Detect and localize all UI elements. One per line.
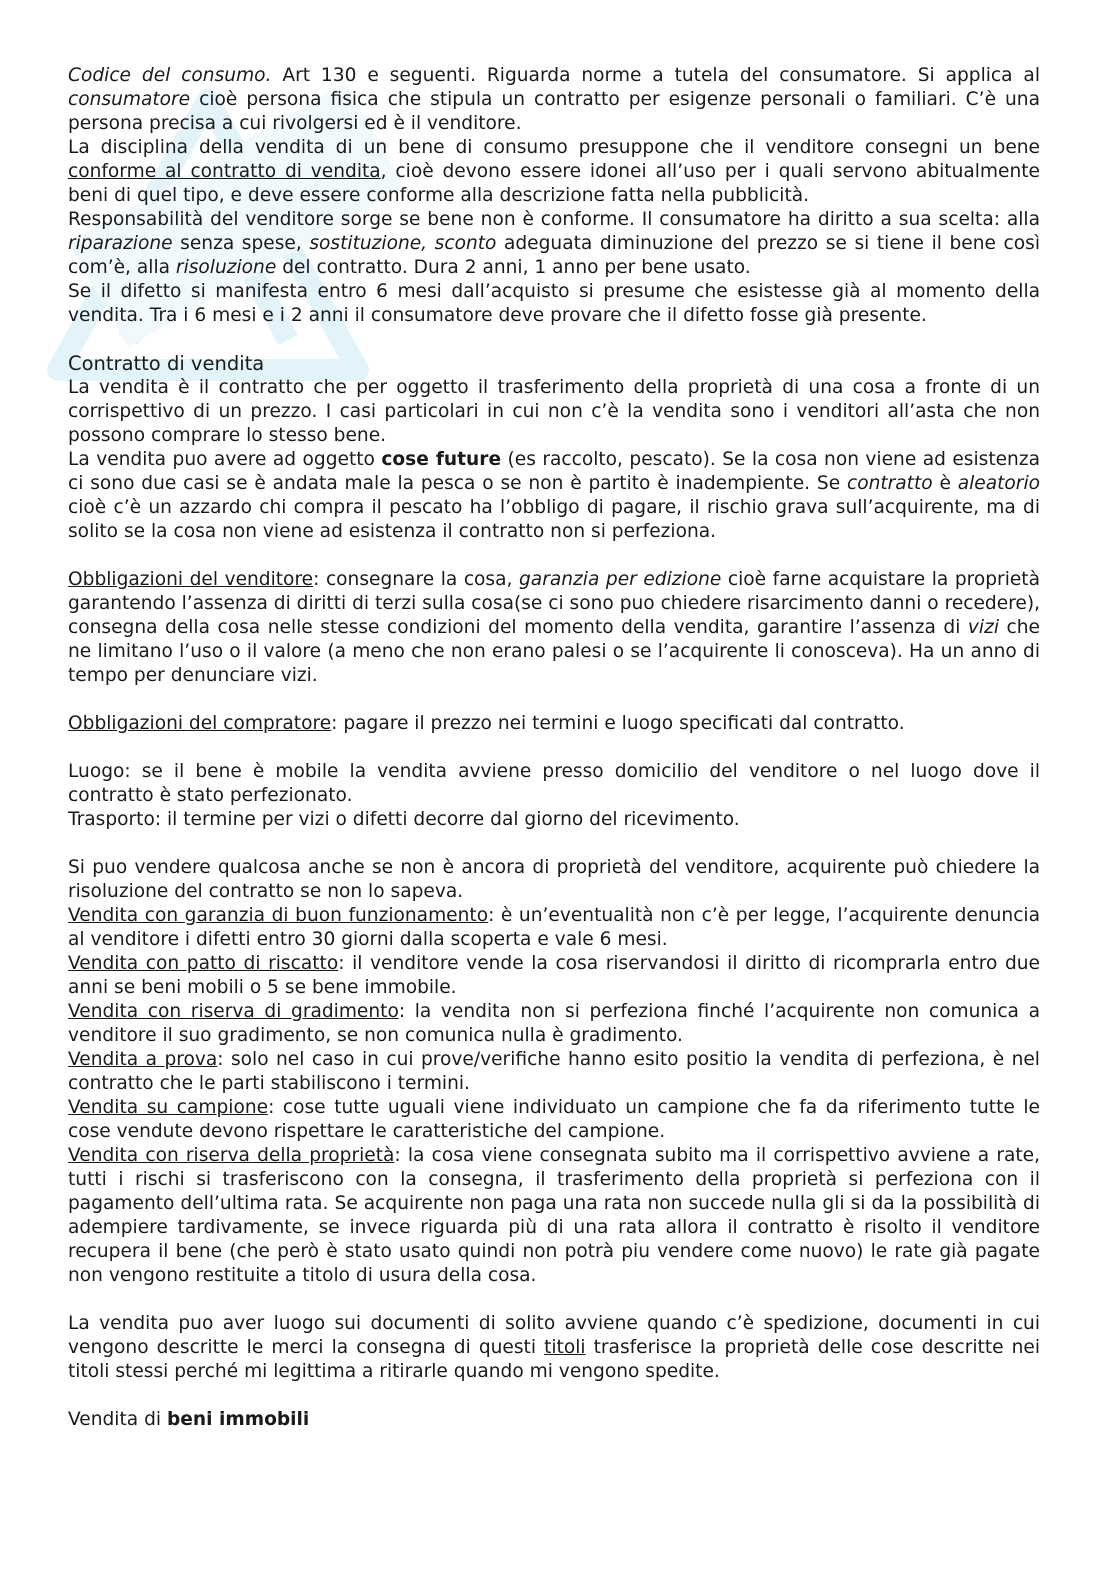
text-run: che ne limitano l’uso o il valore (a meno che non erano palesi o se l’acquirente li conosceva). Ha un anno di tempo per denunciare vizi. <box>68 617 1040 686</box>
text-run: senza spese, <box>172 233 310 254</box>
text-run: del contratto. Dura 2 anni, 1 anno per bene usato. <box>276 257 751 278</box>
paragraph-codice-consumo <box>68 64 1040 136</box>
paragraph-vendita-garanzia <box>68 904 1040 952</box>
italic-term: riparazione <box>68 233 173 254</box>
italic-term: contratto <box>846 473 933 494</box>
paragraph-vendita-documenti <box>68 1312 1040 1384</box>
paragraph-obbligazioni-compratore <box>68 712 1040 736</box>
text-run: : cose tutte uguali viene individuato un campione che fa da riferimento tutte le cose vendute devono rispettare le caratteristiche del campione. <box>68 1097 1040 1142</box>
text-run: cioè farne acquistare la proprietà garantendo l’assenza di diritti di terzi sulla cosa(se ci sono puo chiedere risarcimento danni o recedere), consegna della cosa nelle stesse condizioni del momento della vendita, garantire l’assenza di <box>68 569 1040 638</box>
text-run: Art 130 e seguenti. Riguarda norme a tutela del consumatore. Si applica al <box>271 65 1040 86</box>
italic-term: Codice del consumo. <box>68 65 272 86</box>
text-run: adeguata diminuzione del prezzo se si tiene il bene così com’è, alla <box>68 233 1040 278</box>
underlined-term: Vendita su campione <box>68 1097 269 1118</box>
underlined-term: Vendita con garanzia di buon funzionamento <box>68 905 489 926</box>
underlined-term: titoli <box>544 1337 586 1358</box>
paragraph-obbligazioni-venditore <box>68 568 1040 688</box>
paragraph-luogo: Luogo: se il bene è mobile la vendita avviene presso domicilio del venditore o nel luogo dove il contratto è stato perfezionato. <box>68 761 1040 806</box>
underlined-term: Vendita a prova <box>68 1049 218 1070</box>
underlined-term: Obbligazioni del venditore <box>68 569 314 590</box>
text-run: , cioè devono essere idonei all’uso per i quali servono abitualmente beni di quel tipo, e deve essere conforme alla descrizione fatta nella pubblicità. <box>68 161 1040 206</box>
text-run: Vendita di <box>68 1409 167 1430</box>
bold-term: cose future <box>381 449 502 470</box>
italic-term: aleatorio <box>957 473 1040 494</box>
text-run: è <box>932 473 958 494</box>
underlined-term: Vendita con riserva di gradimento <box>68 1001 399 1022</box>
document-page <box>68 64 1040 1432</box>
paragraph-definizione-vendita: La vendita è il contratto che per oggetto il trasferimento della proprietà di una cosa a fronte di un corrispettivo di un prezzo. I casi particolari in cui non c’è la vendita sono i venditori all’asta che non possono comprare lo stesso bene. <box>68 377 1040 446</box>
italic-term: risoluzione <box>175 257 277 278</box>
text-run: : solo nel caso in cui prove/verifiche hanno esito positio la vendita di perfeziona, è nel contratto che le parti stabiliscono i termini. <box>68 1049 1040 1094</box>
underlined-term: Vendita con riserva della proprietà <box>68 1145 395 1166</box>
text-run: trasferisce la proprietà delle cose descritte nei titoli stessi perché mi legittima a ritirarle quando mi vengono spedite. <box>68 1337 1041 1382</box>
italic-term: consumatore <box>68 89 191 110</box>
paragraph-vendita-prova <box>68 1048 1040 1096</box>
paragraph-trasporto: Trasporto: il termine per vizi o difetti decorre dal giorno del ricevimento. <box>68 809 740 830</box>
paragraph-beni-immobili <box>68 1408 1040 1432</box>
text-run: Responsabilità del venditore sorge se bene non è conforme. Il consumatore ha diritto a sua scelta: alla <box>68 209 1040 230</box>
paragraph-conformita <box>68 136 1040 208</box>
text-run: cioè persona fisica che stipula un contratto per esigenze personali o familiari. C’è una persona precisa a cui rivolgersi ed è il venditore. <box>68 89 1040 134</box>
paragraph-vendita-cosa-altrui: Si puo vendere qualcosa anche se non è ancora di proprietà del venditore, acquirente può chiedere la risoluzione del contratto se non lo sapeva. <box>68 857 1040 902</box>
underlined-term: Obbligazioni del compratore <box>68 713 332 734</box>
text-run: cioè c’è un azzardo chi compra il pescato ha l’obbligo di pagare, il rischio grava sull’acquirente, ma di solito se la cosa non viene ad esistenza il contratto non si perfeziona. <box>68 497 1040 542</box>
text-run: La vendita puo avere ad oggetto <box>68 449 382 470</box>
section-heading-contratto-vendita: Contratto di vendita <box>68 352 265 375</box>
underlined-term: Vendita con patto di riscatto <box>68 953 339 974</box>
text-run: : è un’eventualità non c’è per legge, l’acquirente denuncia al venditore i difetti entro 30 giorni dalla scoperta e vale 6 mesi. <box>68 905 1040 950</box>
paragraph-riserva-proprieta <box>68 1144 1040 1288</box>
text-run: : la vendita non si perfeziona finché l’acquirente non comunica a venditore il suo gradimento, se non comunica nulla è gradimento. <box>68 1001 1040 1046</box>
text-run: La vendita puo aver luogo sui documenti di solito avviene quando c’è spedizione, documenti in cui vengono descritte le merci la consegna di questi <box>68 1313 1040 1358</box>
underlined-term: conforme al contratto di vendita <box>68 161 381 182</box>
paragraph-responsabilita <box>68 208 1040 280</box>
text-run: : consegnare la cosa, <box>313 569 519 590</box>
paragraph-cose-future <box>68 448 1040 544</box>
italic-term: vizi <box>967 617 1000 638</box>
italic-term: sostituzione, sconto <box>309 233 497 254</box>
paragraph-patto-riscatto <box>68 952 1040 1000</box>
bold-term: beni immobili <box>166 1409 310 1430</box>
text-run: : pagare il prezzo nei termini e luogo specificati dal contratto. <box>331 713 905 734</box>
text-run: : il venditore vende la cosa riservandosi il diritto di ricomprarla entro due anni se beni mobili o 5 se bene immobile. <box>68 953 1040 998</box>
paragraph-riserva-gradimento <box>68 1000 1040 1048</box>
italic-term: garanzia per edizione <box>519 569 722 590</box>
text-run: La disciplina della vendita di un bene di consumo presuppone che il venditore consegni un bene <box>68 137 1040 158</box>
text-run: (es raccolto, pescato). Se la cosa non viene ad esistenza ci sono due casi se è andata male la pesca o se non è partito è inadempiente. Se <box>68 449 1040 494</box>
paragraph-vendita-campione <box>68 1096 1040 1144</box>
text-run: : la cosa viene consegnata subito ma il corrispettivo avviene a rate, tutti i rischi si trasferiscono con la consegna, il trasferimento della proprietà si perfeziona con il pagamento dell’ultima rata. Se acquirente non paga una rata non succede nulla gli si da la possibilità di adempiere tardivamente, se invece riguarda più di una rata allora il contratto è risolto il venditore recupera il bene (che però è stato usato quindi non potrà piu vendere come nuovo) le rate già pagate non vengono restituite a titolo di usura della cosa. <box>68 1145 1040 1286</box>
paragraph-difetto: Se il difetto si manifesta entro 6 mesi dall’acquisto si presume che esistesse già al momento della vendita. Tra i 6 mesi e i 2 anni il consumatore deve provare che il difetto fosse già presente. <box>68 281 1040 326</box>
